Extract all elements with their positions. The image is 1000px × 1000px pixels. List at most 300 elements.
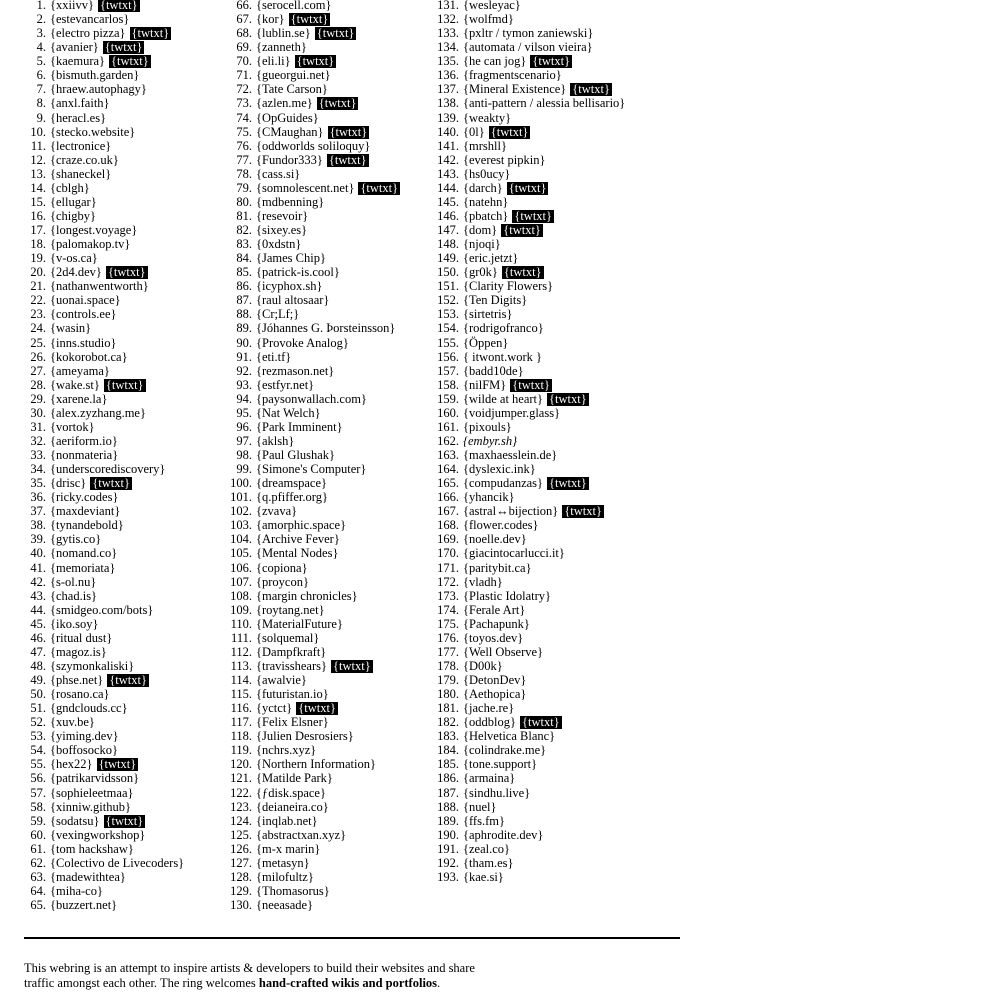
site-link[interactable]: {iko.soy} (50, 616, 99, 631)
site-link[interactable]: {kaemura} (50, 54, 106, 69)
item-number: 83. (236, 237, 252, 252)
list-item (0, 434, 184, 448)
site-link[interactable]: {underscorediscovery} (50, 462, 166, 477)
item-number: 149. (437, 251, 459, 266)
site-link[interactable]: {wolfmd} (463, 12, 514, 27)
site-link[interactable]: {natehn} (463, 194, 509, 209)
twtxt-link[interactable]: {twtxt} (316, 26, 355, 41)
site-link[interactable]: {smidgeo.com/bots} (50, 602, 154, 617)
site-link[interactable]: {wilde at heart} (463, 391, 544, 406)
list-item (206, 589, 400, 603)
site-link[interactable]: {xinniw.github} (50, 799, 131, 814)
site-link[interactable]: {embyr.sh} (463, 433, 518, 448)
site-link[interactable]: {sixey.es} (256, 223, 308, 237)
site-link[interactable]: {szymonkaliski} (50, 658, 135, 673)
site-link[interactable]: {vladh} (463, 574, 503, 589)
list-item (410, 195, 625, 209)
item-number: 128. (230, 869, 252, 884)
site-link[interactable]: {somnolescent.net} (256, 180, 355, 195)
webring-description (24, 961, 494, 991)
site-link[interactable]: {miha-co} (50, 883, 103, 898)
site-link[interactable]: {magoz.is} (50, 644, 107, 659)
site-link[interactable]: {wesleyac} (463, 0, 521, 12)
site-link[interactable]: {estfyr.net} (256, 377, 315, 392)
site-link[interactable]: {aklsh} (256, 433, 295, 448)
list-item (410, 350, 625, 364)
site-link[interactable]: {ffs.fm} (463, 813, 505, 828)
item-number: 8. (36, 96, 46, 111)
item-number: 32. (30, 433, 46, 448)
site-link[interactable]: {Julien Desrosiers} (256, 729, 354, 744)
site-link[interactable]: {yhancik} (463, 490, 515, 505)
site-link[interactable]: {compudanzas} (463, 476, 544, 491)
site-link[interactable]: {Tate Carson} (256, 82, 328, 97)
site-link[interactable]: {wake.st} (50, 377, 100, 392)
twtxt-link[interactable]: {twtxt} (98, 757, 137, 772)
site-link[interactable]: {pixouls} (463, 419, 512, 434)
item-number: 59. (30, 813, 46, 828)
site-link[interactable]: {voidjumper.glass} (463, 405, 561, 420)
list-item (0, 898, 184, 912)
item-number: 126. (230, 841, 252, 856)
site-link[interactable]: {patrick-is.cool} (256, 265, 340, 280)
site-link[interactable]: {buzzert.net} (50, 898, 118, 912)
twtxt-link[interactable]: {twtxt} (131, 26, 170, 41)
twtxt-link[interactable]: {twtxt} (514, 208, 553, 223)
item-number: 95. (236, 405, 252, 420)
site-link[interactable]: {Jóhannes G. Þorsteinsson} (256, 321, 396, 336)
site-link[interactable]: {anti-pattern / alessia bellisario} (463, 96, 626, 111)
item-number: 131. (437, 0, 459, 12)
list-item (206, 715, 400, 729)
site-link[interactable]: {rodrigofranco} (463, 321, 544, 336)
list-item (206, 898, 400, 912)
site-link[interactable]: {gndclouds.cc} (50, 701, 128, 716)
twtxt-link[interactable]: {twtxt} (109, 673, 148, 687)
site-link[interactable]: {metasyn} (256, 855, 310, 870)
site-link[interactable]: {giacintocarlucci.it} (463, 546, 565, 561)
site-link[interactable]: {craze.co.uk} (50, 152, 119, 167)
twtxt-link[interactable]: {twtxt} (92, 476, 131, 491)
site-link[interactable]: {sirtetris} (463, 307, 513, 322)
site-link[interactable]: {azlen.me} (256, 96, 313, 111)
twtxt-link[interactable]: {twtxt} (329, 124, 368, 139)
site-link[interactable]: {yctct} (256, 701, 293, 716)
site-link[interactable]: {everest pipkin} (463, 152, 546, 167)
site-link[interactable]: {D00k} (463, 658, 503, 673)
site-link[interactable]: {Clarity Flowers} (463, 279, 554, 294)
list-item (0, 26, 184, 40)
site-link[interactable]: {copiona} (256, 560, 308, 575)
site-link[interactable]: {kokorobot.ca} (50, 349, 128, 364)
list-item (410, 504, 625, 518)
site-link[interactable]: {v-os.ca} (50, 251, 98, 266)
site-link[interactable]: {nuel} (463, 799, 497, 814)
site-link[interactable]: {Cr;Lf;} (256, 307, 300, 322)
site-link[interactable]: {aphrodite.dev} (463, 827, 544, 842)
item-number: 50. (30, 687, 46, 702)
site-link[interactable]: {James Chip} (256, 251, 326, 266)
site-link[interactable]: {eli.li} (256, 54, 291, 69)
list-item (206, 307, 400, 321)
item-number: 55. (30, 757, 46, 772)
site-link[interactable]: {vexingworkshop} (50, 827, 146, 842)
site-link[interactable]: {madewithtea} (50, 869, 126, 884)
list-item (206, 111, 400, 125)
site-link[interactable]: {Mineral Existence} (463, 82, 567, 97)
site-link[interactable]: {abstractxan.xyz} (256, 827, 347, 842)
site-link[interactable]: {milofultz} (256, 869, 314, 884)
site-link[interactable]: {wasin} (50, 321, 92, 336)
list-item (0, 364, 184, 378)
site-link[interactable]: {anxl.faith} (50, 96, 110, 111)
site-link[interactable]: {aeriform.io} (50, 433, 118, 448)
site-link[interactable]: {mdbenning} (256, 194, 325, 209)
list-item (410, 800, 625, 814)
site-link[interactable]: {futuristan.io} (256, 687, 329, 702)
site-link[interactable]: {awalvie} (256, 673, 307, 687)
site-link[interactable]: {oddblog} (463, 715, 516, 730)
site-link[interactable]: {sophieleetmaa} (50, 785, 134, 800)
list-item (206, 448, 400, 462)
site-link[interactable]: {MaterialFuture} (256, 616, 343, 631)
list-item (206, 504, 400, 518)
site-link[interactable]: {oddworlds soliloquy} (256, 138, 371, 153)
site-link[interactable]: {kae.si} (463, 869, 504, 884)
site-link[interactable]: {paysonwallach.com} (256, 391, 367, 406)
site-link[interactable]: {OpGuides} (256, 110, 319, 125)
site-link[interactable]: {Matilde Park} (256, 771, 333, 786)
twtxt-link[interactable]: {twtxt} (105, 813, 144, 828)
site-link[interactable]: {Colectivo de Livecoders} (50, 855, 185, 870)
site-link[interactable]: {uonai.space} (50, 293, 121, 308)
item-number: 79. (236, 180, 252, 195)
site-link[interactable]: {margin chronicles} (256, 588, 358, 603)
site-link[interactable]: {Ferale Art} (463, 602, 526, 617)
site-link[interactable]: {CMaughan} (256, 124, 324, 139)
list-item (0, 870, 184, 884)
site-link[interactable]: {travisshears} (256, 658, 328, 673)
site-link[interactable]: {nchrs.xyz} (256, 743, 317, 758)
site-link[interactable]: {nathanwentworth} (50, 279, 149, 294)
item-number: 85. (236, 265, 252, 280)
item-number: 146. (437, 208, 459, 223)
list-item (206, 462, 400, 476)
site-link[interactable]: {xuv.be} (50, 715, 95, 730)
twtxt-link[interactable]: {twtxt} (107, 265, 146, 280)
site-link[interactable]: {boffosocko} (50, 743, 119, 758)
site-link[interactable]: {solquemal} (256, 630, 320, 645)
site-link[interactable]: {heracl.es} (50, 110, 107, 125)
list-item (206, 532, 400, 546)
list-item (206, 659, 400, 673)
site-link[interactable]: {serocell.com} (256, 0, 332, 12)
list-item (410, 490, 625, 504)
site-link[interactable]: {dom} (463, 223, 498, 237)
site-link[interactable]: {darch} (463, 180, 503, 195)
site-link[interactable]: {drisc} (50, 476, 87, 491)
site-link[interactable]: {lublin.se} (256, 26, 311, 41)
site-link[interactable]: {colindrake.me} (463, 743, 547, 758)
twtxt-link[interactable]: {twtxt} (318, 96, 357, 111)
twtxt-link[interactable]: {twtxt} (508, 180, 547, 195)
site-link[interactable]: {longest.voyage} (50, 223, 138, 237)
site-link[interactable]: {rezmason.net} (256, 363, 335, 378)
site-link[interactable]: {hs0ucy} (463, 166, 511, 181)
list-item (0, 575, 184, 589)
site-link[interactable]: {proycon} (256, 574, 309, 589)
site-link[interactable]: {s-ol.nu} (50, 574, 97, 589)
item-number: 93. (236, 377, 252, 392)
site-link[interactable]: {Mental Nodes} (256, 546, 339, 561)
list-item (0, 321, 184, 335)
twtxt-link[interactable]: {twtxt} (521, 715, 560, 730)
item-number: 125. (230, 827, 252, 842)
site-link[interactable]: {gytis.co} (50, 532, 102, 547)
site-link[interactable]: {Provoke Analog} (256, 335, 349, 350)
site-link[interactable]: {palomakop.tv} (50, 237, 131, 252)
list-item (0, 378, 184, 392)
list-item (206, 251, 400, 265)
item-number: 36. (30, 490, 46, 505)
list-item (206, 771, 400, 785)
site-link[interactable]: {Helvetica Blanc} (463, 729, 556, 744)
site-link[interactable]: {dreamspace} (256, 476, 327, 491)
site-link[interactable]: {bismuth.garden} (50, 68, 140, 83)
site-link[interactable]: {nomand.co} (50, 546, 118, 561)
list-item (410, 518, 625, 532)
site-link[interactable]: {njoqi} (463, 237, 501, 252)
site-link[interactable]: {Nat Welch} (256, 405, 321, 420)
site-link[interactable]: {pbatch} (463, 208, 509, 223)
site-link[interactable]: {electro pizza} (50, 26, 126, 41)
item-number: 186. (437, 771, 459, 786)
site-link[interactable]: {maxdeviant} (50, 504, 121, 519)
site-link[interactable]: {inqlab.net} (256, 813, 318, 828)
site-link[interactable]: {tom hackshaw} (50, 841, 134, 856)
site-link[interactable]: {sindhu.live} (463, 785, 531, 800)
twtxt-link[interactable]: {twtxt} (503, 265, 542, 280)
site-link[interactable]: {q.pfiffer.org} (256, 490, 328, 505)
list-item (206, 870, 400, 884)
site-link[interactable]: {rosano.ca} (50, 687, 110, 702)
site-link[interactable]: {nilFM} (463, 377, 507, 392)
twtxt-link[interactable]: {twtxt} (99, 0, 138, 12)
site-link[interactable]: {pxltr / tymon zaniewski} (463, 26, 594, 41)
site-link[interactable]: {flower.codes} (463, 518, 539, 533)
site-link[interactable]: { itwont.work } (463, 349, 543, 364)
site-link[interactable]: {Well Observe} (463, 644, 544, 659)
item-number: 48. (30, 658, 46, 673)
list-item (0, 251, 184, 265)
site-link[interactable]: {memoriata} (50, 560, 116, 575)
site-link[interactable]: {he can jog} (463, 54, 527, 69)
site-link[interactable]: {0l} (463, 124, 485, 139)
twtxt-link[interactable]: {twtxt} (105, 377, 144, 392)
site-link[interactable]: {maxhaesslein.de} (463, 448, 558, 462)
site-link[interactable]: {automata / vilson vieira} (463, 40, 593, 55)
site-link[interactable]: {hex22} (50, 757, 93, 772)
site-link[interactable]: {Paul Glushak} (256, 448, 336, 462)
site-link[interactable]: {tynandebold} (50, 518, 124, 533)
site-link[interactable]: {gueorgui.net} (256, 68, 331, 83)
list-item (410, 12, 625, 26)
site-link[interactable]: {kor} (256, 12, 285, 27)
site-link[interactable]: {eti.tf} (256, 349, 292, 364)
site-link[interactable]: {2d4.dev} (50, 265, 102, 280)
twtxt-link[interactable]: {twtxt} (572, 82, 610, 97)
site-link[interactable]: {resevoir} (256, 208, 309, 223)
twtxt-link[interactable]: {twtxt} (296, 54, 335, 69)
site-link[interactable]: {Northern Information} (256, 757, 376, 772)
site-link[interactable]: {ellugar} (50, 194, 97, 209)
site-link[interactable]: {0xdstn} (256, 237, 302, 252)
site-link[interactable]: {eric.jetzt} (463, 251, 519, 266)
item-number: 34. (30, 462, 46, 477)
site-link[interactable]: {xarene.la} (50, 391, 108, 406)
site-link[interactable]: {zanneth} (256, 40, 307, 55)
twtxt-link[interactable]: {twtxt} (549, 476, 587, 491)
site-link[interactable]: {patrikarvidsson} (50, 771, 140, 786)
site-link[interactable]: {estevancarlos} (50, 12, 130, 27)
site-link[interactable]: {amorphic.space} (256, 518, 347, 533)
item-number: 96. (236, 419, 252, 434)
site-link[interactable]: {DetonDev} (463, 673, 527, 687)
site-link[interactable]: {Dampfkraft} (256, 644, 327, 659)
site-link[interactable]: {controls.ee} (50, 307, 117, 322)
item-number: 129. (230, 883, 252, 898)
list-item (0, 673, 184, 687)
site-link[interactable]: {hraew.autophagy} (50, 82, 147, 97)
site-link[interactable]: {Simone's Computer} (256, 462, 367, 477)
list-item (0, 279, 184, 293)
site-link[interactable]: {nonmateria} (50, 448, 119, 462)
item-number: 162. (437, 433, 459, 448)
site-link[interactable]: {m-x marin} (256, 841, 321, 856)
item-number: 10. (30, 124, 46, 139)
site-link[interactable]: {noelle.dev} (463, 532, 527, 547)
site-link[interactable]: {jache.re} (463, 701, 515, 716)
site-link[interactable]: {Archive Fever} (256, 532, 340, 547)
site-link[interactable]: {stecko.website} (50, 124, 136, 139)
site-link[interactable]: {yiming.dev} (50, 729, 119, 744)
site-link[interactable]: {Ten Digits} (463, 293, 528, 308)
site-link[interactable]: {dyslexic.ink} (463, 462, 536, 477)
list-item (206, 223, 400, 237)
site-link[interactable]: {Thomasorus} (256, 883, 330, 898)
item-number: 119. (230, 743, 252, 758)
list-item (206, 476, 400, 490)
site-link[interactable]: {cblgh} (50, 180, 90, 195)
item-number: 58. (30, 799, 46, 814)
site-link[interactable]: {Pachapunk} (463, 616, 530, 631)
twtxt-link[interactable]: {twtxt} (532, 54, 571, 69)
site-link[interactable]: {ricky.codes} (50, 490, 119, 505)
twtxt-link[interactable]: {twtxt} (111, 54, 149, 69)
list-item (206, 26, 400, 40)
site-link[interactable]: {raul altosaar} (256, 293, 330, 308)
site-link[interactable]: {icyphox.sh} (256, 279, 323, 294)
list-item (410, 673, 625, 687)
site-link[interactable]: {mrshll} (463, 138, 507, 153)
twtxt-link[interactable]: {twtxt} (290, 12, 329, 27)
site-link[interactable]: {Öppen} (463, 335, 509, 350)
twtxt-link[interactable]: {twtxt} (104, 40, 143, 55)
site-link[interactable]: {paritybit.ca} (463, 560, 532, 575)
item-number: 123. (230, 799, 252, 814)
site-link[interactable]: {deianeira.co} (256, 799, 329, 814)
twtxt-link[interactable]: {twtxt} (333, 658, 371, 673)
item-number: 168. (437, 518, 459, 533)
site-link[interactable]: {shaneckel} (50, 166, 112, 181)
twtxt-link[interactable]: {twtxt} (360, 180, 399, 195)
site-link[interactable]: {zvava} (256, 504, 298, 519)
site-link[interactable]: {fragmentscenario} (463, 68, 562, 83)
item-number: 163. (437, 448, 459, 462)
list-item (206, 350, 400, 364)
site-link[interactable]: {zeal.co} (463, 841, 511, 856)
site-link[interactable]: {alex.zyzhang.me} (50, 405, 146, 420)
twtxt-link[interactable]: {twtxt} (328, 152, 367, 167)
site-link[interactable]: {tone.support} (463, 757, 538, 772)
list-item (0, 96, 184, 110)
item-number: 69. (236, 40, 252, 55)
item-number: 164. (437, 462, 459, 477)
site-link[interactable]: {lectronice} (50, 138, 112, 153)
site-link[interactable]: {toyos.dev} (463, 630, 524, 645)
site-link[interactable]: {xxiivv} (50, 0, 94, 12)
twtxt-link[interactable]: {twtxt} (298, 701, 336, 716)
site-link[interactable]: {sodatsu} (50, 813, 100, 828)
site-link[interactable]: {weakty} (463, 110, 512, 125)
site-link[interactable]: {Felix Elsner} (256, 715, 329, 730)
site-link[interactable]: {badd10de} (463, 363, 524, 378)
site-link[interactable]: {ritual dust} (50, 630, 113, 645)
site-link[interactable]: {inns.studio} (50, 335, 117, 350)
site-link[interactable]: {ameyama} (50, 363, 110, 378)
item-number: 78. (236, 166, 252, 181)
site-link[interactable]: {avanier} (50, 40, 99, 55)
site-link[interactable]: {chigby} (50, 208, 97, 223)
list-item (206, 617, 400, 631)
item-number: 72. (236, 82, 252, 97)
site-link[interactable]: {roytang.net} (256, 602, 325, 617)
site-link[interactable]: {tham.es} (463, 855, 514, 870)
twtxt-link[interactable]: {twtxt} (549, 391, 587, 406)
item-number: 62. (30, 855, 46, 870)
twtxt-link[interactable]: {twtxt} (512, 377, 550, 392)
site-link[interactable]: {cass.si} (256, 166, 301, 181)
site-link[interactable]: {armaina} (463, 771, 516, 786)
site-link[interactable]: {Park Imminent} (256, 419, 343, 434)
site-link[interactable]: {phse.net} (50, 673, 104, 687)
site-link[interactable]: {chad.is} (50, 588, 98, 603)
site-link[interactable]: {Aethopica} (463, 687, 527, 702)
site-link[interactable]: {Plastic Idolatry} (463, 588, 552, 603)
site-link[interactable]: {vortok} (50, 419, 95, 434)
list-item (410, 842, 625, 856)
twtxt-link[interactable]: {twtxt} (490, 124, 529, 139)
site-link[interactable]: {ƒdisk.space} (256, 785, 326, 800)
site-link[interactable]: {Fundor333} (256, 152, 323, 167)
item-number: 183. (437, 729, 459, 744)
site-link[interactable]: {neeasade} (256, 898, 314, 912)
site-link[interactable]: {astral↔bijection} (463, 504, 559, 519)
site-link[interactable]: {gr0k} (463, 265, 498, 280)
twtxt-link[interactable]: {twtxt} (564, 504, 603, 519)
item-number: 71. (236, 68, 252, 83)
twtxt-link[interactable]: {twtxt} (503, 223, 541, 237)
